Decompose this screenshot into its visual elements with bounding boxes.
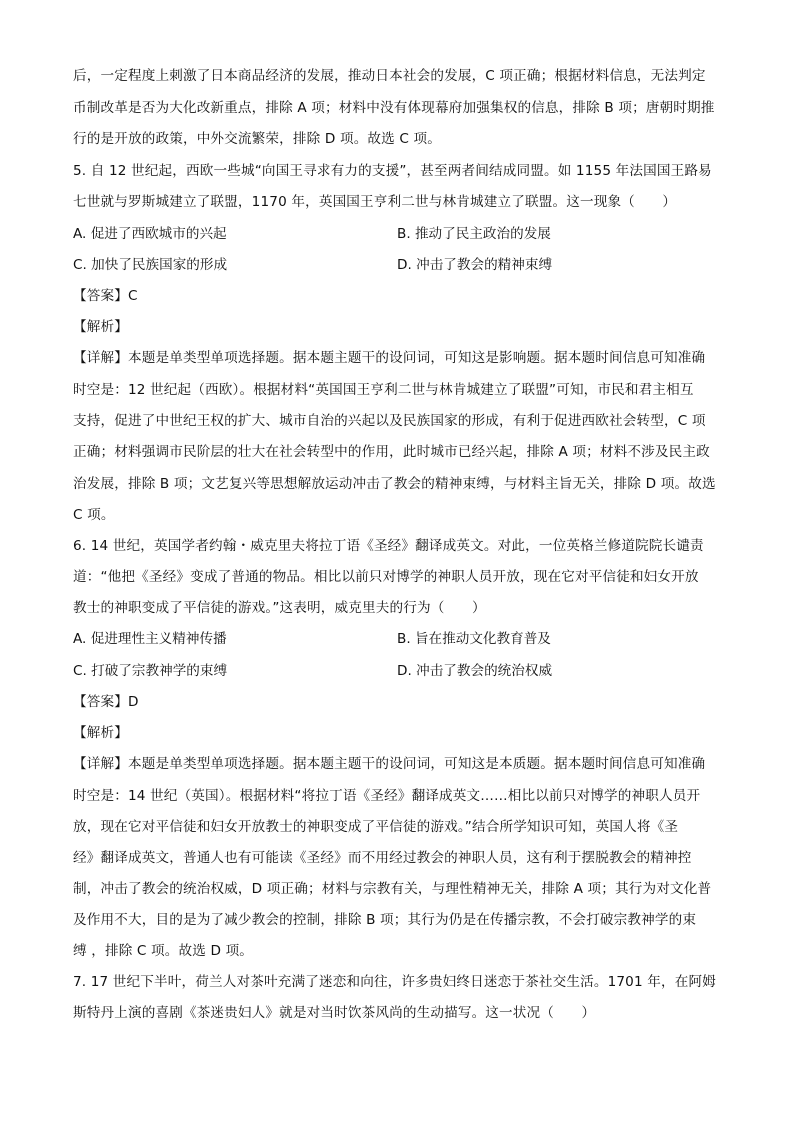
- q6-option-b: B. 旨在推动文化教育普及: [397, 631, 551, 647]
- question-7-stem: 斯特丹上演的喜剧《茶迷贵妇人》就是对当时饮茶风尚的生动描写。这一状况（ ）: [73, 1005, 596, 1021]
- analysis-line: 币制改革是否为大化改新重点，排除 A 项；材料中没有体现幕府加强集权的信息，排除 B 项；唐朝时期推: [73, 100, 715, 116]
- q6-detail-line: 【详解】本题是单类型单项选择题。据本题主题干的设问词，可知这是本质题。据本题时间信息可知准确: [73, 756, 706, 772]
- question-6-stem: 6. 14 世纪，英国学者约翰・威克里夫将拉丁语《圣经》翻译成英文。对此，一位英格兰修道院院长谴责: [73, 538, 704, 554]
- q5-option-a: A. 促进了西欧城市的兴起: [73, 226, 227, 242]
- q5-answer: 【答案】C: [73, 288, 138, 304]
- q6-detail-line: 及作用不大，目的是为了减少教会的控制，排除 B 项；其行为仍是在传播宗教，不会打破宗教神学的束: [73, 912, 697, 928]
- q6-detail-line: 制，冲击了教会的统治权威，D 项正确；材料与宗教有关，与理性精神无关，排除 A 项；其行为对文化普: [73, 881, 712, 897]
- q5-detail-line: 支持，促进了中世纪王权的扩大、城市自治的兴起以及民族国家的形成，有利于促进西欧社会转型，C 项: [73, 413, 706, 429]
- q5-detail-line: 正确；材料强调市民阶层的壮大在社会转型中的作用，此时城市已经兴起，排除 A 项；材料不涉及民主政: [73, 444, 710, 460]
- q6-option-d: D. 冲击了教会的统治权威: [397, 663, 553, 679]
- q5-detail-line: 【详解】本题是单类型单项选择题。据本题主题干的设问词，可知这是影响题。据本题时间信息可知准确: [73, 350, 706, 366]
- q6-detail-line: 经》翻译成英文，普通人也有可能读《圣经》而不用经过教会的神职人员，这有利于摆脱教会的精神控: [73, 850, 692, 866]
- q5-option-d: D. 冲击了教会的精神束缚: [397, 257, 553, 273]
- q6-detail-line: 时空是：14 世纪（英国）。根据材料“将拉丁语《圣经》翻译成英文……相比以前只对博学的神职人员开: [73, 788, 701, 804]
- q5-detail-line: 治发展，排除 B 项；文艺复兴等思想解放运动冲击了教会的精神束缚，与材料主旨无关，排除 D 项。故选: [73, 476, 716, 492]
- q6-detail-line: 缚 ，排除 C 项。故选 D 项。: [73, 943, 254, 959]
- analysis-line: 后，一定程度上刺激了日本商品经济的发展，推动日本社会的发展，C 项正确；根据材料信息，无法判定: [73, 68, 706, 84]
- question-7-stem: 7. 17 世纪下半叶，荷兰人对茶叶充满了迷恋和向往，许多贵妇终日迷恋于茶社交生活。1701 年，在阿姆: [73, 974, 716, 990]
- q6-option-a: A. 促进理性主义精神传播: [73, 631, 227, 647]
- q6-answer: 【答案】D: [73, 694, 139, 710]
- q6-detail-line: 放，现在它对平信徒和妇女开放教士的神职变成了平信徒的游戏。”结合所学知识可知，英国人将《圣: [73, 819, 679, 835]
- q6-analysis-heading: 【解析】: [73, 725, 128, 741]
- q5-option-c: C. 加快了民族国家的形成: [73, 257, 228, 273]
- question-5-stem: 5. 自 12 世纪起，西欧一些城“向国王寻求有力的支援”，甚至两者间结成同盟。如 1155 年法国国王路易: [73, 163, 712, 179]
- question-6-stem: 道：“他把《圣经》变成了普通的物品。相比以前只对博学的神职人员开放，现在它对平信徒和妇女开放: [73, 569, 699, 585]
- analysis-line: 行的是开放的政策，中外交流繁荣，排除 D 项。故选 C 项。: [73, 131, 441, 147]
- q5-detail-line: C 项。: [73, 507, 115, 523]
- q6-option-c: C. 打破了宗教神学的束缚: [73, 663, 228, 679]
- question-6-stem: 教士的神职变成了平信徒的游戏。”这表明，威克里夫的行为（ ）: [73, 600, 486, 616]
- q5-option-b: B. 推动了民主政治的发展: [397, 226, 551, 242]
- question-5-stem: 七世就与罗斯城建立了联盟，1170 年，英国国王亨利二世与林肯城建立了联盟。这一现象（ ）: [73, 194, 677, 210]
- q5-detail-line: 时空是：12 世纪起（西欧）。根据材料“英国国王亨利二世与林肯城建立了联盟”可知，市民和君主相互: [73, 382, 694, 398]
- q5-analysis-heading: 【解析】: [73, 319, 128, 335]
